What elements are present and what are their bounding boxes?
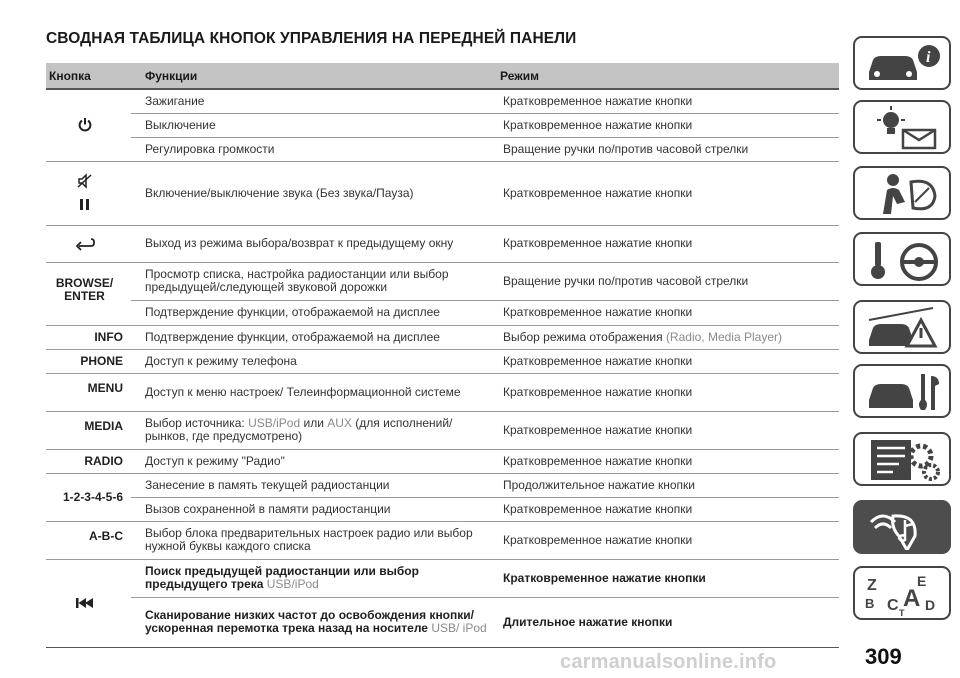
tab-emergency[interactable] xyxy=(853,300,951,354)
tab-maintenance[interactable] xyxy=(853,364,951,418)
mode-note: (Radio, Media Player) xyxy=(665,329,782,344)
tab-safety[interactable] xyxy=(853,166,951,220)
mode-cell: Кратковременное нажатие кнопки xyxy=(497,349,839,373)
function-text: или xyxy=(303,416,324,430)
mode-text: Выбор режима отображения xyxy=(503,329,663,344)
car-info-icon xyxy=(863,42,945,86)
mode-cell: Кратковременное нажатие кнопки xyxy=(497,113,839,137)
back-arrow-icon xyxy=(75,237,95,251)
page-number: 309 xyxy=(865,644,902,669)
mode-cell: Кратковременное нажатие кнопки xyxy=(497,89,839,113)
table-row xyxy=(46,597,839,647)
maintenance-icon xyxy=(863,370,945,414)
table-row xyxy=(46,161,839,225)
previous-track-icon xyxy=(76,598,94,608)
table-row xyxy=(46,349,839,373)
svg-text:i: i xyxy=(926,49,931,66)
tab-warning-lights[interactable] xyxy=(853,100,951,154)
back-button-cell xyxy=(46,225,131,262)
mode-cell: Кратковременное нажатие кнопки xyxy=(497,225,839,262)
multimedia-icon xyxy=(863,506,945,550)
tab-index[interactable] xyxy=(853,566,951,620)
source-aux: AUX xyxy=(327,416,352,430)
mode-cell: Кратковременное нажатие кнопки xyxy=(497,300,839,325)
function-cell: Доступ к режиму телефона xyxy=(131,349,497,373)
menu-button-label: MENU xyxy=(46,373,131,411)
media-button-label: MEDIA xyxy=(46,411,131,449)
browse-enter-label: BROWSE/ ENTER xyxy=(55,275,114,303)
function-cell: Доступ к меню настроек/ Телеинформационной системе xyxy=(131,373,497,411)
mute-pause-icon xyxy=(76,173,94,213)
tab-starting-driving[interactable] xyxy=(853,232,951,286)
abc-button-label: A-B-C xyxy=(46,521,131,559)
mode-cell: Кратковременное нажатие кнопки xyxy=(497,411,839,449)
svg-text:A: A xyxy=(903,585,921,612)
page-title: СВОДНАЯ ТАБЛИЦА КНОПОК УПРАВЛЕНИЯ НА ПЕРЕДНЕЙ ПАНЕЛИ xyxy=(46,30,577,47)
function-cell: Доступ к режиму "Радио" xyxy=(131,449,497,473)
table-row xyxy=(46,497,839,521)
source-usb-ipod: USB/ iPod xyxy=(431,621,487,635)
function-cell: Просмотр списка, настройка радиостанции или выбор предыдущей/следующей звуковой дорожки xyxy=(131,262,497,300)
browse-enter-button-cell xyxy=(46,262,131,325)
mode-cell: Кратковременное нажатие кнопки xyxy=(497,497,839,521)
mode-cell: Продолжительное нажатие кнопки xyxy=(497,473,839,497)
emergency-icon xyxy=(863,306,945,350)
column-header-function: Функции xyxy=(131,63,497,89)
column-header-mode: Режим xyxy=(497,63,839,89)
previous-button-cell xyxy=(46,559,131,647)
mode-cell: Кратковременное нажатие кнопки xyxy=(497,449,839,473)
source-usb-ipod: USB/iPod xyxy=(248,416,301,430)
controls-summary-table xyxy=(46,63,839,648)
svg-text:C: C xyxy=(887,597,899,614)
svg-text:E: E xyxy=(917,573,927,589)
svg-text:T: T xyxy=(899,608,905,616)
table-row xyxy=(46,373,839,411)
technical-data-icon xyxy=(863,438,945,482)
power-icon xyxy=(77,117,93,133)
info-button-label: INFO xyxy=(46,325,131,349)
mode-cell: Кратковременное нажатие кнопки xyxy=(497,373,839,411)
mode-cell: Кратковременное нажатие кнопки xyxy=(497,521,839,559)
table-row xyxy=(46,89,839,113)
function-cell: Выбор блока предварительных настроек радио или выбор нужной буквы каждого списка xyxy=(131,521,497,559)
function-cell: Подтверждение функции, отображаемой на дисплее xyxy=(131,325,497,349)
table-row xyxy=(46,262,839,300)
function-text: (для исполнений/ рынков, где предусмотрено) xyxy=(145,416,453,443)
table-row xyxy=(46,521,839,559)
tab-multimedia[interactable] xyxy=(853,500,951,554)
table-row xyxy=(46,113,839,137)
table-row xyxy=(46,411,839,449)
table-header-row xyxy=(46,63,839,89)
source-usb-ipod: USB/iPod xyxy=(266,577,319,591)
table-row xyxy=(46,300,839,325)
warning-lights-icon xyxy=(863,106,945,150)
function-text: Поиск предыдущей радиостанции или выбор предыдущего трека xyxy=(145,564,419,591)
function-cell: Выключение xyxy=(131,113,497,137)
function-cell: Регулировка громкости xyxy=(131,137,497,161)
phone-button-label: PHONE xyxy=(46,349,131,373)
table-row xyxy=(46,137,839,161)
column-header-button: Кнопка xyxy=(46,63,131,89)
index-icon xyxy=(863,572,945,616)
function-cell: Выход из режима выбора/возврат к предыдущему окну xyxy=(131,225,497,262)
mode-cell: Кратковременное нажатие кнопки xyxy=(497,161,839,225)
tab-technical-data[interactable] xyxy=(853,432,951,486)
mode-cell xyxy=(497,325,839,349)
table-row xyxy=(46,449,839,473)
mode-cell: Кратковременное нажатие кнопки xyxy=(497,559,839,597)
function-cell xyxy=(131,597,497,647)
table-row xyxy=(46,559,839,597)
power-button-cell xyxy=(46,89,131,161)
function-cell: Зажигание xyxy=(131,89,497,113)
tab-car-info[interactable] xyxy=(853,36,951,90)
svg-text:B: B xyxy=(865,596,875,611)
table-row xyxy=(46,325,839,349)
mode-cell: Длительное нажатие кнопки xyxy=(497,597,839,647)
mute-button-cell xyxy=(46,161,131,225)
svg-text:Z: Z xyxy=(867,577,877,594)
function-cell xyxy=(131,559,497,597)
function-cell: Включение/выключение звука (Без звука/Пауза) xyxy=(131,161,497,225)
safety-airbag-icon xyxy=(863,172,945,216)
table-row xyxy=(46,225,839,262)
function-cell xyxy=(131,411,497,449)
function-cell: Занесение в память текущей радиостанции xyxy=(131,473,497,497)
watermark: carmanualsonline.info xyxy=(560,651,777,673)
function-text: Сканирование низких частот до освобождения кнопки/ ускоренная перемотка трека назад на носителе xyxy=(145,608,474,635)
chapter-tabs-sidebar xyxy=(853,0,960,678)
radio-button-label: RADIO xyxy=(46,449,131,473)
function-cell: Подтверждение функции, отображаемой на дисплее xyxy=(131,300,497,325)
mode-cell: Вращение ручки по/против часовой стрелки xyxy=(497,262,839,300)
svg-text:D: D xyxy=(925,597,936,613)
function-cell: Вызов сохраненной в памяти радиостанции xyxy=(131,497,497,521)
table-row xyxy=(46,473,839,497)
preset-buttons-label: 1-2-3-4-5-6 xyxy=(46,473,131,521)
starting-driving-icon xyxy=(863,238,945,282)
function-text: Выбор источника: xyxy=(145,416,245,430)
mode-cell: Вращение ручки по/против часовой стрелки xyxy=(497,137,839,161)
